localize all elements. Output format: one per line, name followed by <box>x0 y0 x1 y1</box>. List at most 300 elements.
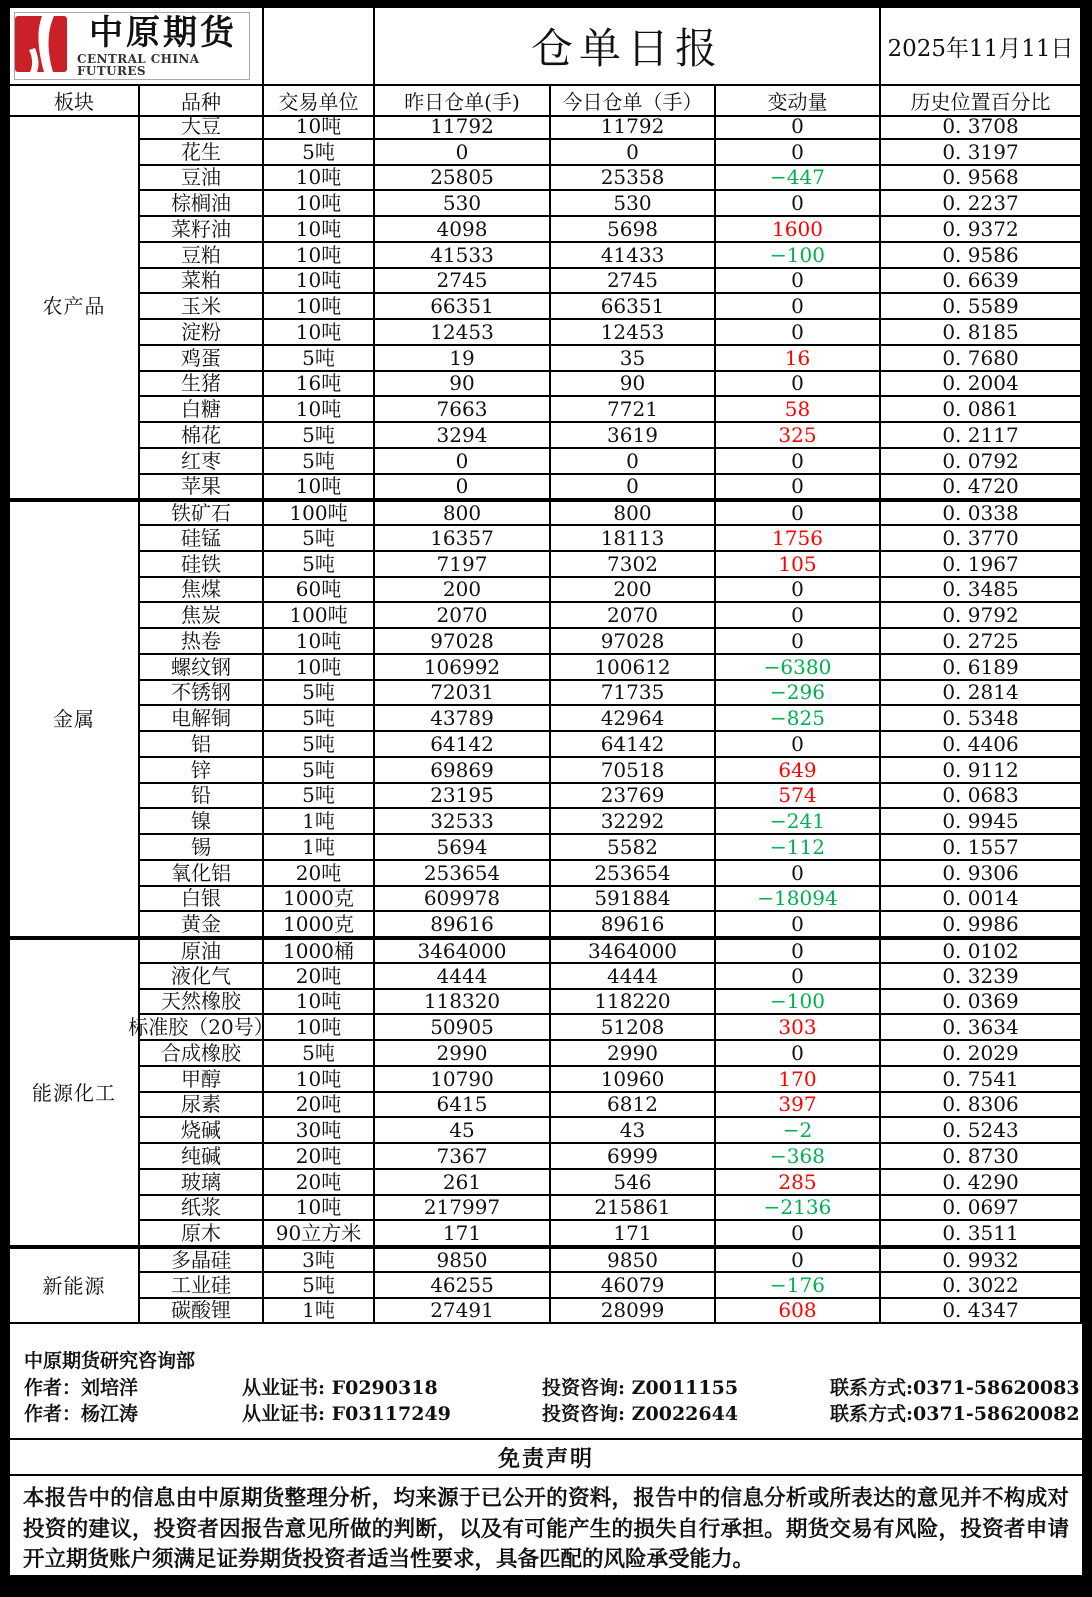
cell-unit: 3吨 <box>264 1247 375 1273</box>
cell-yesterday: 530 <box>375 191 551 217</box>
cell-product: 标准胶（20号） <box>128 1015 274 1040</box>
cell-product: 多晶硅 <box>140 1247 264 1273</box>
cell-yesterday: 90 <box>375 372 551 398</box>
cell-change: −2136 <box>716 1196 881 1222</box>
cell-product: 铁矿石 <box>140 500 264 526</box>
cell-today: 3464000 <box>551 938 716 964</box>
cell-yesterday: 27491 <box>375 1299 551 1325</box>
cell-yesterday: 7367 <box>375 1144 551 1170</box>
cell-product: 镍 <box>140 809 264 835</box>
cell-unit: 60吨 <box>264 578 375 604</box>
cell-change: −241 <box>716 809 881 835</box>
cell-yesterday: 69869 <box>375 758 551 784</box>
cell-today: 2990 <box>551 1041 716 1067</box>
cell-product: 棕榈油 <box>140 191 264 217</box>
cell-percent: 0. 3239 <box>881 964 1082 990</box>
author-line-1 <box>10 1375 1082 1401</box>
cell-change: 608 <box>716 1299 881 1325</box>
cell-unit: 10吨 <box>264 629 375 655</box>
cell-unit: 16吨 <box>264 372 375 398</box>
company-logo <box>14 12 250 80</box>
cell-product: 红枣 <box>140 449 264 475</box>
cell-yesterday: 23195 <box>375 784 551 810</box>
cell-unit: 10吨 <box>264 1067 375 1093</box>
cell-unit: 10吨 <box>264 475 375 501</box>
cell-product: 菜籽油 <box>140 217 264 243</box>
cell-product: 锌 <box>140 758 264 784</box>
cell-unit: 100吨 <box>264 500 375 526</box>
cell-product: 豆粕 <box>140 243 264 269</box>
cell-unit: 1000桶 <box>264 938 375 964</box>
cell-today: 118220 <box>551 990 716 1016</box>
cell-change: 0 <box>716 732 881 758</box>
author-line-2 <box>10 1401 1082 1427</box>
report-header <box>10 8 1082 86</box>
cell-today: 25358 <box>551 166 716 192</box>
cell-change: 0 <box>716 578 881 604</box>
company-name <box>77 12 249 78</box>
cell-percent: 0. 6639 <box>881 269 1082 295</box>
cell-product: 黄金 <box>140 912 264 938</box>
cell-today: 18113 <box>551 526 716 552</box>
cell-yesterday: 0 <box>375 475 551 501</box>
cell-percent: 0. 9306 <box>881 861 1082 887</box>
cell-change: 170 <box>716 1067 881 1093</box>
cell-unit: 5吨 <box>264 526 375 552</box>
cell-unit: 5吨 <box>264 423 375 449</box>
cell-today: 215861 <box>551 1196 716 1222</box>
cell-percent: 0. 1557 <box>881 835 1082 861</box>
cell-percent: 0. 2237 <box>881 191 1082 217</box>
author-cert: 从业证书: F0290318 <box>242 1377 438 1400</box>
cell-change: −447 <box>716 166 881 192</box>
company-logo-icon <box>15 16 67 76</box>
cell-today: 89616 <box>551 912 716 938</box>
cell-unit: 10吨 <box>264 655 375 681</box>
cell-percent: 0. 8730 <box>881 1144 1082 1170</box>
cell-today: 43 <box>551 1118 716 1144</box>
cell-unit: 5吨 <box>264 140 375 166</box>
cell-change: 0 <box>716 1221 881 1247</box>
cell-unit: 5吨 <box>264 681 375 707</box>
cell-product: 碳酸锂 <box>140 1299 264 1325</box>
cell-percent: 0. 9112 <box>881 758 1082 784</box>
cell-product: 豆油 <box>140 166 264 192</box>
cell-change: −296 <box>716 681 881 707</box>
cell-unit: 5吨 <box>264 449 375 475</box>
cell-unit: 5吨 <box>264 706 375 732</box>
cell-product: 螺纹钢 <box>140 655 264 681</box>
section-label: 农产品 <box>10 114 140 500</box>
cell-today: 800 <box>551 500 716 526</box>
cell-yesterday: 7197 <box>375 552 551 578</box>
cell-yesterday: 64142 <box>375 732 551 758</box>
cell-change: 0 <box>716 912 881 938</box>
cell-change: −2 <box>716 1118 881 1144</box>
author-contact: 联系方式:0371-58620083 <box>830 1377 1080 1400</box>
cell-product: 铅 <box>140 784 264 810</box>
cell-today: 70518 <box>551 758 716 784</box>
cell-today: 546 <box>551 1170 716 1196</box>
cell-yesterday: 46255 <box>375 1273 551 1299</box>
cell-percent: 0. 9568 <box>881 166 1082 192</box>
cell-percent: 0. 3485 <box>881 578 1082 604</box>
cell-product: 菜粕 <box>140 269 264 295</box>
cell-unit: 10吨 <box>264 243 375 269</box>
cell-change: −100 <box>716 243 881 269</box>
cell-yesterday: 171 <box>375 1221 551 1247</box>
cell-percent: 0. 0697 <box>881 1196 1082 1222</box>
cell-today: 200 <box>551 578 716 604</box>
cell-unit: 1000克 <box>264 912 375 938</box>
cell-change: 0 <box>716 294 881 320</box>
cell-yesterday: 12453 <box>375 320 551 346</box>
cell-product: 液化气 <box>140 964 264 990</box>
cell-unit: 30吨 <box>264 1118 375 1144</box>
cell-percent: 0. 2725 <box>881 629 1082 655</box>
cell-change: 0 <box>716 320 881 346</box>
cell-percent: 0. 2117 <box>881 423 1082 449</box>
cell-yesterday: 89616 <box>375 912 551 938</box>
cell-product: 焦炭 <box>140 603 264 629</box>
cell-product: 焦煤 <box>140 578 264 604</box>
cell-change: 0 <box>716 372 881 398</box>
column-header-unit: 交易单位 <box>264 86 375 117</box>
cell-product: 天然橡胶 <box>140 990 264 1016</box>
cell-product: 原木 <box>140 1221 264 1247</box>
author-advisory: 投资咨询: Z0022644 <box>542 1403 739 1426</box>
cell-percent: 0. 8185 <box>881 320 1082 346</box>
cell-today: 2745 <box>551 269 716 295</box>
cell-product: 纸浆 <box>140 1196 264 1222</box>
cell-change: 0 <box>716 603 881 629</box>
cell-change: −18094 <box>716 887 881 913</box>
cell-product: 不锈钢 <box>140 681 264 707</box>
cell-today: 530 <box>551 191 716 217</box>
cell-change: 0 <box>716 861 881 887</box>
cell-change: 0 <box>716 964 881 990</box>
cell-change: −825 <box>716 706 881 732</box>
cell-percent: 0. 3197 <box>881 140 1082 166</box>
cell-change: 0 <box>716 1247 881 1273</box>
cell-percent: 0. 5348 <box>881 706 1082 732</box>
header-empty-cell <box>264 8 375 86</box>
cell-yesterday: 2990 <box>375 1041 551 1067</box>
cell-today: 23769 <box>551 784 716 810</box>
cell-unit: 20吨 <box>264 1170 375 1196</box>
cell-yesterday: 800 <box>375 500 551 526</box>
cell-unit: 10吨 <box>264 191 375 217</box>
table-column-headers <box>10 86 1082 114</box>
cell-change: −176 <box>716 1273 881 1299</box>
cell-unit: 5吨 <box>264 1273 375 1299</box>
cell-today: 71735 <box>551 681 716 707</box>
cell-percent: 0. 2814 <box>881 681 1082 707</box>
cell-percent: 0. 4290 <box>881 1170 1082 1196</box>
cell-yesterday: 0 <box>375 140 551 166</box>
cell-percent: 0. 3708 <box>881 114 1082 140</box>
cell-change: 325 <box>716 423 881 449</box>
cell-yesterday: 0 <box>375 449 551 475</box>
cell-today: 64142 <box>551 732 716 758</box>
cell-today: 6812 <box>551 1093 716 1119</box>
author-name: 作者：刘培洋 <box>24 1377 139 1400</box>
column-header-yesterday: 昨日仓单(手) <box>375 86 551 117</box>
cell-unit: 20吨 <box>264 861 375 887</box>
section-label: 新能源 <box>10 1247 140 1324</box>
cell-today: 42964 <box>551 706 716 732</box>
cell-unit: 1吨 <box>264 1299 375 1325</box>
cell-percent: 0. 0861 <box>881 397 1082 423</box>
cell-percent: 0. 2004 <box>881 372 1082 398</box>
cell-percent: 0. 8306 <box>881 1093 1082 1119</box>
cell-unit: 10吨 <box>264 320 375 346</box>
cell-product: 热卷 <box>140 629 264 655</box>
cell-yesterday: 261 <box>375 1170 551 1196</box>
disclaimer-title: 免责声明 <box>10 1438 1082 1476</box>
cell-yesterday: 32533 <box>375 809 551 835</box>
cell-percent: 0. 0792 <box>881 449 1082 475</box>
cell-unit: 5吨 <box>264 552 375 578</box>
cell-unit: 1吨 <box>264 809 375 835</box>
cell-percent: 0. 0102 <box>881 938 1082 964</box>
cell-unit: 10吨 <box>264 166 375 192</box>
cell-percent: 0. 3634 <box>881 1015 1082 1041</box>
cell-change: 574 <box>716 784 881 810</box>
cell-today: 35 <box>551 346 716 372</box>
cell-percent: 0. 3770 <box>881 526 1082 552</box>
cell-percent: 0. 6189 <box>881 655 1082 681</box>
cell-unit: 10吨 <box>264 1015 375 1041</box>
cell-percent: 0. 0338 <box>881 500 1082 526</box>
cell-product: 硅铁 <box>140 552 264 578</box>
cell-percent: 0. 9792 <box>881 603 1082 629</box>
cell-change: 0 <box>716 191 881 217</box>
column-header-change: 变动量 <box>716 86 881 117</box>
cell-product: 玉米 <box>140 294 264 320</box>
cell-change: 303 <box>716 1015 881 1041</box>
cell-product: 尿素 <box>140 1093 264 1119</box>
cell-today: 100612 <box>551 655 716 681</box>
cell-change: −368 <box>716 1144 881 1170</box>
cell-yesterday: 7663 <box>375 397 551 423</box>
cell-product: 合成橡胶 <box>140 1041 264 1067</box>
research-dept: 中原期货研究咨询部 <box>24 1350 196 1373</box>
cell-yesterday: 2745 <box>375 269 551 295</box>
cell-change: −112 <box>716 835 881 861</box>
cell-change: 649 <box>716 758 881 784</box>
cell-unit: 10吨 <box>264 269 375 295</box>
cell-product: 玻璃 <box>140 1170 264 1196</box>
cell-unit: 5吨 <box>264 758 375 784</box>
cell-product: 氧化铝 <box>140 861 264 887</box>
cell-change: 16 <box>716 346 881 372</box>
cell-today: 46079 <box>551 1273 716 1299</box>
cell-yesterday: 25805 <box>375 166 551 192</box>
cell-yesterday: 66351 <box>375 294 551 320</box>
cell-yesterday: 50905 <box>375 1015 551 1041</box>
cell-percent: 0. 0014 <box>881 887 1082 913</box>
cell-change: −100 <box>716 990 881 1016</box>
cell-yesterday: 217997 <box>375 1196 551 1222</box>
column-header-product: 品种 <box>140 86 264 117</box>
company-name-en: CENTRAL CHINA FUTURES <box>77 51 200 78</box>
cell-product: 生猪 <box>140 372 264 398</box>
cell-change: 0 <box>716 1041 881 1067</box>
cell-percent: 0. 0683 <box>881 784 1082 810</box>
report-date: 2025年11月11日 <box>881 8 1082 86</box>
cell-unit: 5吨 <box>264 346 375 372</box>
table-body <box>10 114 1082 1324</box>
cell-percent: 0. 3022 <box>881 1273 1082 1299</box>
cell-product: 苹果 <box>140 475 264 501</box>
cell-today: 0 <box>551 449 716 475</box>
cell-change: 1756 <box>716 526 881 552</box>
cell-unit: 20吨 <box>264 1144 375 1170</box>
cell-product: 白糖 <box>140 397 264 423</box>
cell-today: 97028 <box>551 629 716 655</box>
cell-unit: 20吨 <box>264 1093 375 1119</box>
cell-today: 171 <box>551 1221 716 1247</box>
cell-change: 0 <box>716 140 881 166</box>
cell-today: 4444 <box>551 964 716 990</box>
author-cert: 从业证书: F03117249 <box>242 1403 451 1426</box>
cell-yesterday: 10790 <box>375 1067 551 1093</box>
cell-product: 花生 <box>140 140 264 166</box>
cell-yesterday: 3294 <box>375 423 551 449</box>
cell-change: 105 <box>716 552 881 578</box>
cell-product: 硅锰 <box>140 526 264 552</box>
cell-unit: 5吨 <box>264 732 375 758</box>
cell-change: 0 <box>716 938 881 964</box>
author-name: 作者：杨江涛 <box>24 1403 139 1426</box>
cell-change: 0 <box>716 449 881 475</box>
cell-change: 0 <box>716 500 881 526</box>
cell-percent: 0. 9932 <box>881 1247 1082 1273</box>
cell-percent: 0. 5589 <box>881 294 1082 320</box>
cell-today: 0 <box>551 140 716 166</box>
section-label: 能源化工 <box>10 938 140 1247</box>
cell-product: 淀粉 <box>140 320 264 346</box>
cell-product: 纯碱 <box>140 1144 264 1170</box>
cell-percent: 0. 7680 <box>881 346 1082 372</box>
cell-today: 32292 <box>551 809 716 835</box>
column-header-percent: 历史位置百分比 <box>881 86 1082 117</box>
cell-product: 铝 <box>140 732 264 758</box>
report-title: 仓单日报 <box>375 8 881 86</box>
cell-today: 591884 <box>551 887 716 913</box>
cell-percent: 0. 4720 <box>881 475 1082 501</box>
cell-product: 棉花 <box>140 423 264 449</box>
cell-today: 0 <box>551 475 716 501</box>
cell-yesterday: 9850 <box>375 1247 551 1273</box>
cell-unit: 5吨 <box>264 784 375 810</box>
cell-yesterday: 2070 <box>375 603 551 629</box>
logo-cell <box>10 8 264 86</box>
cell-yesterday: 41533 <box>375 243 551 269</box>
cell-yesterday: 16357 <box>375 526 551 552</box>
cell-product: 原油 <box>140 938 264 964</box>
cell-unit: 10吨 <box>264 217 375 243</box>
cell-percent: 0. 4347 <box>881 1299 1082 1325</box>
cell-today: 3619 <box>551 423 716 449</box>
cell-product: 电解铜 <box>140 706 264 732</box>
cell-yesterday: 106992 <box>375 655 551 681</box>
cell-percent: 0. 7541 <box>881 1067 1082 1093</box>
cell-today: 66351 <box>551 294 716 320</box>
cell-unit: 10吨 <box>264 114 375 140</box>
cell-today: 28099 <box>551 1299 716 1325</box>
cell-percent: 0. 9945 <box>881 809 1082 835</box>
cell-yesterday: 4098 <box>375 217 551 243</box>
cell-today: 5582 <box>551 835 716 861</box>
cell-change: 0 <box>716 475 881 501</box>
cell-product: 白银 <box>140 887 264 913</box>
cell-percent: 0. 9986 <box>881 912 1082 938</box>
cell-unit: 10吨 <box>264 990 375 1016</box>
cell-today: 5698 <box>551 217 716 243</box>
cell-today: 10960 <box>551 1067 716 1093</box>
cell-unit: 90立方米 <box>264 1221 375 1247</box>
cell-yesterday: 609978 <box>375 887 551 913</box>
cell-today: 90 <box>551 372 716 398</box>
cell-unit: 10吨 <box>264 397 375 423</box>
cell-yesterday: 19 <box>375 346 551 372</box>
cell-percent: 0. 9372 <box>881 217 1082 243</box>
cell-percent: 0. 5243 <box>881 1118 1082 1144</box>
cell-percent: 0. 9586 <box>881 243 1082 269</box>
section-label: 金属 <box>10 500 140 938</box>
cell-change: 1600 <box>716 217 881 243</box>
company-name-cn: 中原期货 <box>89 12 237 53</box>
cell-percent: 0. 2029 <box>881 1041 1082 1067</box>
cell-yesterday: 118320 <box>375 990 551 1016</box>
cell-yesterday: 3464000 <box>375 938 551 964</box>
cell-today: 41433 <box>551 243 716 269</box>
cell-yesterday: 5694 <box>375 835 551 861</box>
cell-percent: 0. 1967 <box>881 552 1082 578</box>
cell-today: 11792 <box>551 114 716 140</box>
cell-yesterday: 72031 <box>375 681 551 707</box>
cell-change: 0 <box>716 269 881 295</box>
author-advisory: 投资咨询: Z0011155 <box>542 1377 739 1400</box>
cell-unit: 10吨 <box>264 294 375 320</box>
cell-today: 7302 <box>551 552 716 578</box>
cell-unit: 1000克 <box>264 887 375 913</box>
cell-unit: 10吨 <box>264 1196 375 1222</box>
cell-change: 285 <box>716 1170 881 1196</box>
cell-today: 7721 <box>551 397 716 423</box>
cell-yesterday: 97028 <box>375 629 551 655</box>
footer <box>10 1324 1082 1438</box>
disclaimer-text: 本报告中的信息由中原期货整理分析，均来源于已公开的资料，报告中的信息分析或所表达的意见并不构成对投资的建议，投资者因报告意见所做的判断，以及有可能产生的损失自行承担。期货交易有风险，投资者申请开立期货账户须满足证券期货投资者适当性要求，具备匹配的风险承受能力。 <box>23 1486 1069 1573</box>
cell-product: 大豆 <box>140 114 264 140</box>
cell-yesterday: 6415 <box>375 1093 551 1119</box>
cell-change: 0 <box>716 114 881 140</box>
cell-yesterday: 4444 <box>375 964 551 990</box>
cell-change: 58 <box>716 397 881 423</box>
cell-product: 鸡蛋 <box>140 346 264 372</box>
cell-today: 51208 <box>551 1015 716 1041</box>
cell-yesterday: 43789 <box>375 706 551 732</box>
cell-yesterday: 200 <box>375 578 551 604</box>
column-header-sector: 板块 <box>10 86 140 117</box>
cell-change: 397 <box>716 1093 881 1119</box>
cell-product: 工业硅 <box>140 1273 264 1299</box>
cell-product: 锡 <box>140 835 264 861</box>
cell-percent: 0. 0369 <box>881 990 1082 1016</box>
cell-yesterday: 11792 <box>375 114 551 140</box>
